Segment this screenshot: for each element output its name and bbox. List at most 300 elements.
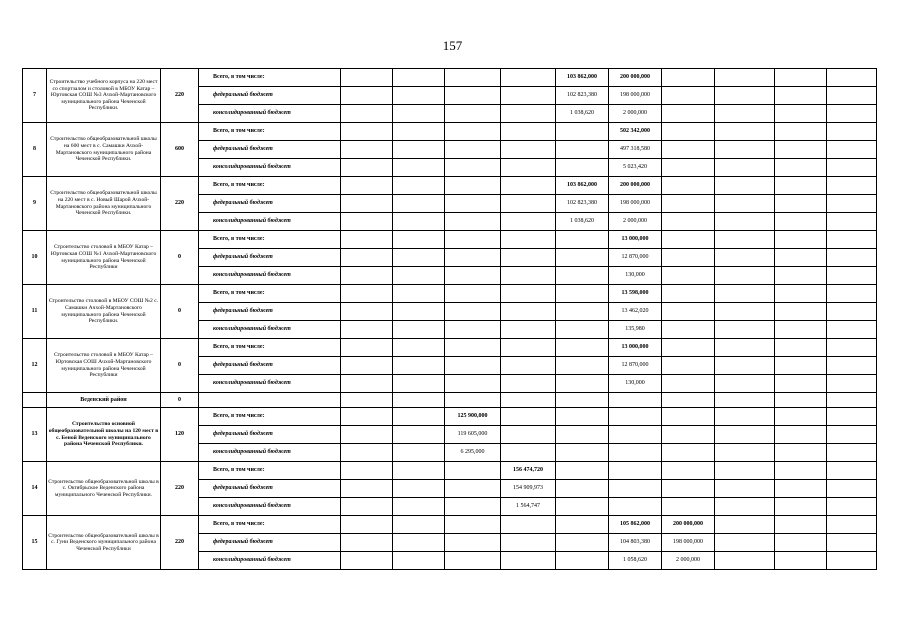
- table-body: [23, 69, 877, 570]
- amount-cell: [715, 213, 775, 231]
- amount-cell: [445, 159, 501, 177]
- funding-source: Всего, в том числе:: [199, 123, 341, 141]
- amount-cell: [662, 195, 715, 213]
- amount-cell: [501, 87, 556, 105]
- amount-cell: [341, 480, 393, 498]
- amount-cell: [501, 213, 556, 231]
- object-number: 13: [23, 408, 47, 462]
- amount-cell: [715, 303, 775, 321]
- amount-cell: [662, 357, 715, 375]
- amount-cell: [341, 444, 393, 462]
- amount-cell: [827, 213, 877, 231]
- amount-cell: [445, 105, 501, 123]
- amount-cell: [715, 375, 775, 393]
- amount-cell: [341, 123, 393, 141]
- amount-cell: [393, 462, 445, 480]
- amount-cell: [445, 516, 501, 534]
- amount-cell: [393, 393, 445, 408]
- object-name: Строительство столовой в МБОУ СОШ №2 с. Самашки Ачхой-Мартановского муниципального района Чеченской Республики.: [47, 285, 161, 339]
- amount-cell: [609, 462, 662, 480]
- amount-cell: [775, 159, 827, 177]
- amount-cell: [393, 516, 445, 534]
- amount-cell: [393, 408, 445, 426]
- object-number: 8: [23, 123, 47, 177]
- budget-table: [22, 68, 877, 570]
- amount-cell: [827, 444, 877, 462]
- amount-cell: [775, 303, 827, 321]
- object-capacity: 600: [161, 123, 199, 177]
- funding-source: Всего, в том числе:: [199, 231, 341, 249]
- amount-cell: [445, 375, 501, 393]
- object-capacity: 0: [161, 231, 199, 285]
- amount-cell: [445, 498, 501, 516]
- amount-cell: [662, 123, 715, 141]
- amount-cell: [341, 534, 393, 552]
- amount-cell: [662, 177, 715, 195]
- amount-cell: [556, 426, 609, 444]
- amount-cell: [393, 285, 445, 303]
- table-row: [23, 231, 877, 249]
- funding-source: Всего, в том числе:: [199, 339, 341, 357]
- amount-cell: [393, 303, 445, 321]
- amount-cell: [393, 267, 445, 285]
- amount-cell: [827, 375, 877, 393]
- amount-cell: [609, 444, 662, 462]
- amount-cell: 200 000,000: [609, 69, 662, 87]
- amount-cell: [556, 552, 609, 570]
- amount-cell: [341, 552, 393, 570]
- amount-cell: [827, 534, 877, 552]
- amount-cell: 200 000,000: [609, 177, 662, 195]
- amount-cell: [775, 357, 827, 375]
- amount-cell: [827, 426, 877, 444]
- amount-cell: 198 000,000: [609, 87, 662, 105]
- amount-cell: [393, 177, 445, 195]
- amount-cell: [775, 195, 827, 213]
- amount-cell: [662, 159, 715, 177]
- amount-cell: [662, 249, 715, 267]
- amount-cell: [662, 141, 715, 159]
- amount-cell: 13 000,000: [609, 339, 662, 357]
- object-number: 14: [23, 462, 47, 516]
- amount-cell: [715, 159, 775, 177]
- amount-cell: 154 909,973: [501, 480, 556, 498]
- funding-source: консолидированный бюджет: [199, 267, 341, 285]
- object-number: 7: [23, 69, 47, 123]
- amount-cell: [501, 534, 556, 552]
- amount-cell: 13 000,000: [609, 231, 662, 249]
- funding-source: Всего, в том числе:: [199, 285, 341, 303]
- funding-source: консолидированный бюджет: [199, 321, 341, 339]
- amount-cell: 497 318,580: [609, 141, 662, 159]
- amount-cell: 103 862,000: [556, 177, 609, 195]
- amount-cell: [341, 141, 393, 159]
- amount-cell: [715, 249, 775, 267]
- district-empty: [199, 393, 341, 408]
- object-name: Строительство общеобразовательной школы на 600 мест в с. Самашки Ачхой-Мартановского муниципального района Чеченской Республики.: [47, 123, 161, 177]
- object-capacity: 0: [161, 285, 199, 339]
- amount-cell: [662, 480, 715, 498]
- amount-cell: [341, 321, 393, 339]
- district-capacity: 0: [161, 393, 199, 408]
- amount-cell: 12 870,000: [609, 357, 662, 375]
- amount-cell: [445, 552, 501, 570]
- amount-cell: [445, 303, 501, 321]
- amount-cell: [501, 141, 556, 159]
- district-number: [23, 393, 47, 408]
- amount-cell: [775, 498, 827, 516]
- amount-cell: [556, 141, 609, 159]
- amount-cell: [775, 105, 827, 123]
- amount-cell: [556, 534, 609, 552]
- amount-cell: [715, 87, 775, 105]
- amount-cell: [393, 141, 445, 159]
- amount-cell: [662, 498, 715, 516]
- amount-cell: [445, 267, 501, 285]
- amount-cell: [341, 339, 393, 357]
- object-capacity: 0: [161, 339, 199, 393]
- amount-cell: [715, 123, 775, 141]
- amount-cell: [662, 444, 715, 462]
- amount-cell: 119 605,000: [445, 426, 501, 444]
- amount-cell: [775, 516, 827, 534]
- amount-cell: [556, 516, 609, 534]
- funding-source: федеральный бюджет: [199, 141, 341, 159]
- amount-cell: [501, 339, 556, 357]
- amount-cell: 2 000,000: [662, 552, 715, 570]
- amount-cell: [341, 393, 393, 408]
- amount-cell: [662, 426, 715, 444]
- amount-cell: [341, 267, 393, 285]
- amount-cell: [556, 462, 609, 480]
- funding-source: консолидированный бюджет: [199, 159, 341, 177]
- amount-cell: [341, 177, 393, 195]
- amount-cell: [715, 141, 775, 159]
- amount-cell: 2 000,000: [609, 105, 662, 123]
- amount-cell: [715, 339, 775, 357]
- funding-source: Всего, в том числе:: [199, 516, 341, 534]
- amount-cell: [715, 408, 775, 426]
- amount-cell: [662, 231, 715, 249]
- amount-cell: 13 598,000: [609, 285, 662, 303]
- amount-cell: 1 038,620: [556, 213, 609, 231]
- funding-source: консолидированный бюджет: [199, 213, 341, 231]
- amount-cell: [445, 357, 501, 375]
- funding-source: Всего, в том числе:: [199, 177, 341, 195]
- amount-cell: [393, 195, 445, 213]
- amount-cell: [715, 480, 775, 498]
- amount-cell: [827, 321, 877, 339]
- page-number: 157: [442, 38, 463, 53]
- amount-cell: [609, 498, 662, 516]
- amount-cell: [715, 462, 775, 480]
- amount-cell: [662, 87, 715, 105]
- amount-cell: [775, 249, 827, 267]
- amount-cell: [662, 375, 715, 393]
- amount-cell: [341, 213, 393, 231]
- amount-cell: [445, 249, 501, 267]
- funding-source: федеральный бюджет: [199, 426, 341, 444]
- amount-cell: [393, 105, 445, 123]
- amount-cell: [775, 213, 827, 231]
- amount-cell: [445, 393, 501, 408]
- amount-cell: 6 295,000: [445, 444, 501, 462]
- amount-cell: [393, 426, 445, 444]
- amount-cell: [393, 69, 445, 87]
- table-row: [23, 69, 877, 87]
- amount-cell: [556, 339, 609, 357]
- amount-cell: [827, 303, 877, 321]
- table-row: [23, 177, 877, 195]
- amount-cell: [556, 303, 609, 321]
- amount-cell: [715, 267, 775, 285]
- amount-cell: [501, 177, 556, 195]
- amount-cell: [662, 339, 715, 357]
- table-row: [23, 339, 877, 357]
- amount-cell: 198 000,000: [662, 534, 715, 552]
- funding-source: федеральный бюджет: [199, 534, 341, 552]
- amount-cell: [445, 321, 501, 339]
- amount-cell: [715, 105, 775, 123]
- amount-cell: [556, 357, 609, 375]
- object-number: 9: [23, 177, 47, 231]
- amount-cell: [556, 267, 609, 285]
- amount-cell: [341, 516, 393, 534]
- amount-cell: 125 900,000: [445, 408, 501, 426]
- amount-cell: [445, 480, 501, 498]
- amount-cell: [445, 231, 501, 249]
- amount-cell: [827, 516, 877, 534]
- amount-cell: [662, 213, 715, 231]
- amount-cell: [501, 408, 556, 426]
- amount-cell: [393, 375, 445, 393]
- amount-cell: 130,000: [609, 267, 662, 285]
- amount-cell: [501, 444, 556, 462]
- amount-cell: [715, 177, 775, 195]
- amount-cell: [827, 123, 877, 141]
- amount-cell: [662, 462, 715, 480]
- amount-cell: [341, 105, 393, 123]
- funding-source: консолидированный бюджет: [199, 444, 341, 462]
- amount-cell: [445, 339, 501, 357]
- amount-cell: [662, 303, 715, 321]
- table-row: [23, 516, 877, 534]
- amount-cell: [556, 408, 609, 426]
- amount-cell: [715, 516, 775, 534]
- amount-cell: [827, 267, 877, 285]
- amount-cell: [662, 408, 715, 426]
- amount-cell: [827, 177, 877, 195]
- amount-cell: [775, 321, 827, 339]
- amount-cell: [393, 159, 445, 177]
- amount-cell: [662, 267, 715, 285]
- amount-cell: [827, 69, 877, 87]
- amount-cell: [393, 552, 445, 570]
- amount-cell: [501, 231, 556, 249]
- amount-cell: [556, 444, 609, 462]
- funding-source: федеральный бюджет: [199, 195, 341, 213]
- amount-cell: [393, 444, 445, 462]
- funding-source: консолидированный бюджет: [199, 552, 341, 570]
- amount-cell: [827, 480, 877, 498]
- amount-cell: [775, 462, 827, 480]
- amount-cell: [341, 408, 393, 426]
- object-name: Строительство основной общеобразовательной школы на 120 мест в с. Беной Веденского муниципального района Чеченской Республики.: [47, 408, 161, 462]
- amount-cell: [501, 357, 556, 375]
- amount-cell: [827, 141, 877, 159]
- amount-cell: [501, 321, 556, 339]
- amount-cell: [775, 123, 827, 141]
- amount-cell: [501, 426, 556, 444]
- amount-cell: [775, 444, 827, 462]
- amount-cell: [341, 249, 393, 267]
- amount-cell: [827, 408, 877, 426]
- amount-cell: [501, 69, 556, 87]
- amount-cell: [715, 321, 775, 339]
- amount-cell: [445, 534, 501, 552]
- amount-cell: 156 474,720: [501, 462, 556, 480]
- table-row: [23, 285, 877, 303]
- amount-cell: [775, 552, 827, 570]
- funding-source: Всего, в том числе:: [199, 462, 341, 480]
- amount-cell: [556, 249, 609, 267]
- amount-cell: [393, 87, 445, 105]
- amount-cell: 102 823,380: [556, 87, 609, 105]
- amount-cell: [341, 159, 393, 177]
- amount-cell: [445, 141, 501, 159]
- amount-cell: [341, 285, 393, 303]
- object-capacity: 220: [161, 177, 199, 231]
- amount-cell: 1 058,620: [609, 552, 662, 570]
- funding-source: консолидированный бюджет: [199, 375, 341, 393]
- amount-cell: [827, 498, 877, 516]
- amount-cell: [501, 516, 556, 534]
- amount-cell: [827, 552, 877, 570]
- amount-cell: [501, 249, 556, 267]
- amount-cell: [501, 552, 556, 570]
- amount-cell: [662, 393, 715, 408]
- amount-cell: [341, 303, 393, 321]
- amount-cell: 200 000,000: [662, 516, 715, 534]
- amount-cell: [715, 498, 775, 516]
- amount-cell: [715, 195, 775, 213]
- amount-cell: [715, 285, 775, 303]
- funding-source: федеральный бюджет: [199, 357, 341, 375]
- amount-cell: [341, 357, 393, 375]
- amount-cell: [445, 177, 501, 195]
- amount-cell: 103 862,000: [556, 69, 609, 87]
- district-name: Веденский район: [47, 393, 161, 408]
- amount-cell: [827, 159, 877, 177]
- amount-cell: [501, 267, 556, 285]
- amount-cell: [556, 231, 609, 249]
- amount-cell: 502 342,000: [609, 123, 662, 141]
- amount-cell: [775, 69, 827, 87]
- object-capacity: 120: [161, 408, 199, 462]
- amount-cell: 198 000,000: [609, 195, 662, 213]
- object-capacity: 220: [161, 69, 199, 123]
- object-name: Строительство столовой в МБОУ Катар – Юртовская СОШ Ачхой-Мартановского муниципального района Чеченской Республики: [47, 339, 161, 393]
- amount-cell: [341, 426, 393, 444]
- amount-cell: [341, 195, 393, 213]
- amount-cell: [445, 462, 501, 480]
- object-name: Строительство общеобразовательной школы в с. Гуни Веденского муниципального района Чеченской Республики: [47, 516, 161, 570]
- amount-cell: [775, 393, 827, 408]
- amount-cell: [445, 123, 501, 141]
- amount-cell: [775, 267, 827, 285]
- amount-cell: [501, 195, 556, 213]
- amount-cell: [556, 159, 609, 177]
- amount-cell: [775, 231, 827, 249]
- amount-cell: [393, 339, 445, 357]
- amount-cell: 12 870,000: [609, 249, 662, 267]
- amount-cell: [827, 231, 877, 249]
- amount-cell: 5 023,420: [609, 159, 662, 177]
- amount-cell: [393, 357, 445, 375]
- object-number: 10: [23, 231, 47, 285]
- amount-cell: [775, 141, 827, 159]
- amount-cell: [827, 249, 877, 267]
- funding-source: Всего, в том числе:: [199, 69, 341, 87]
- amount-cell: [827, 195, 877, 213]
- amount-cell: [393, 534, 445, 552]
- amount-cell: [556, 375, 609, 393]
- table-row: [23, 123, 877, 141]
- amount-cell: [827, 462, 877, 480]
- object-number: 12: [23, 339, 47, 393]
- amount-cell: [827, 339, 877, 357]
- amount-cell: 135,980: [609, 321, 662, 339]
- amount-cell: [341, 231, 393, 249]
- amount-cell: 102 823,380: [556, 195, 609, 213]
- funding-source: федеральный бюджет: [199, 87, 341, 105]
- table-row: [23, 408, 877, 426]
- amount-cell: [715, 552, 775, 570]
- object-name: Строительство столовой в МБОУ Катар – Юртовская СОШ №1 Ачхой-Мартановского муниципального района Чеченской Республики: [47, 231, 161, 285]
- amount-cell: [393, 123, 445, 141]
- amount-cell: [393, 498, 445, 516]
- amount-cell: [501, 123, 556, 141]
- amount-cell: [501, 303, 556, 321]
- object-number: 11: [23, 285, 47, 339]
- amount-cell: [827, 357, 877, 375]
- funding-source: федеральный бюджет: [199, 249, 341, 267]
- amount-cell: [393, 249, 445, 267]
- amount-cell: [445, 69, 501, 87]
- object-capacity: 220: [161, 462, 199, 516]
- funding-source: Всего, в том числе:: [199, 408, 341, 426]
- amount-cell: [715, 534, 775, 552]
- amount-cell: [556, 321, 609, 339]
- amount-cell: [341, 498, 393, 516]
- amount-cell: 1 038,620: [556, 105, 609, 123]
- amount-cell: [827, 393, 877, 408]
- object-name: Строительство общеобразовательной школы в с. Октябрьское Веденского района муниципального Чеченской Республики.: [47, 462, 161, 516]
- amount-cell: 2 000,000: [609, 213, 662, 231]
- amount-cell: [609, 480, 662, 498]
- funding-source: консолидированный бюджет: [199, 498, 341, 516]
- amount-cell: [715, 69, 775, 87]
- amount-cell: [662, 285, 715, 303]
- amount-cell: [341, 69, 393, 87]
- amount-cell: [609, 408, 662, 426]
- amount-cell: [775, 375, 827, 393]
- funding-source: федеральный бюджет: [199, 480, 341, 498]
- amount-cell: [556, 285, 609, 303]
- amount-cell: [341, 375, 393, 393]
- amount-cell: [341, 87, 393, 105]
- amount-cell: 13 462,020: [609, 303, 662, 321]
